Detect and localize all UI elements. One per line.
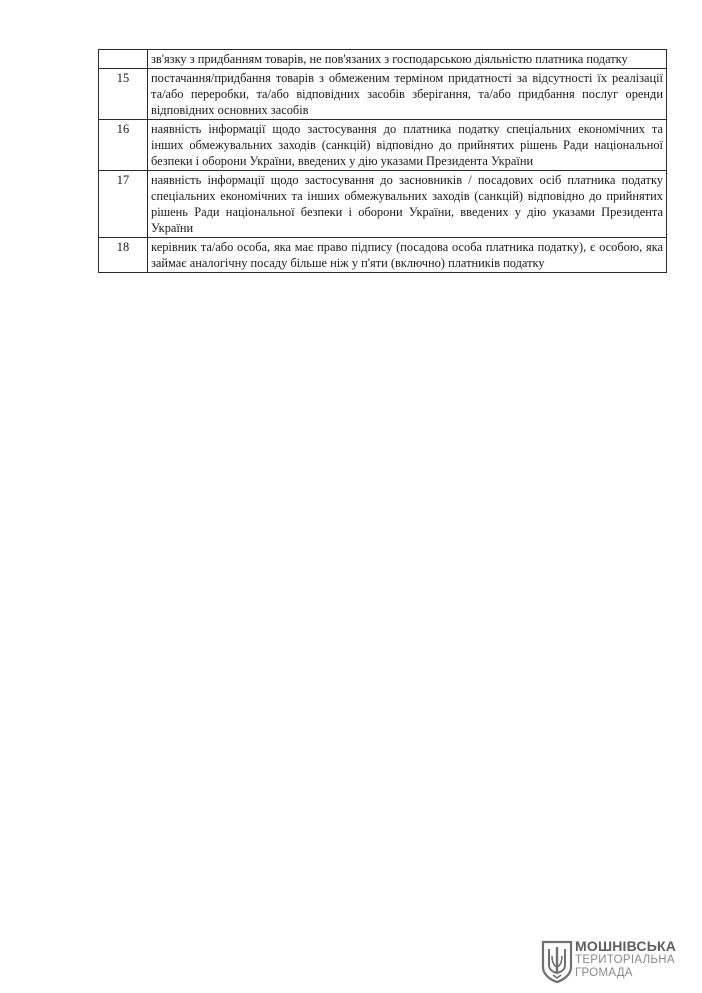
community-logo: [541, 939, 686, 983]
row-number: 16: [99, 120, 148, 171]
row-number: 18: [99, 238, 148, 273]
row-description: наявність інформації щодо застосування до платника податку спеціальних економічних та інших обмежувальних заходів (санкцій) відповідно до прийнятих рішень Ради національної безпеки і оборони України, введених у дію указами Президента України: [148, 120, 667, 171]
row-description: керівник та/або особа, яка має право підпису (посадова особа платника податку), є особою, яка займає аналогічну посаду більше ніж у п'яти (включно) платників податку: [148, 238, 667, 273]
row-description: наявність інформації щодо застосування до засновників / посадових осіб платника податку спеціальних економічних та інших обмежувальних заходів (санкцій) відповідно до прийнятих рішень Ради національної безпеки і оборони України, введених у дію указами Президента України: [148, 171, 667, 238]
table-row: [99, 171, 667, 238]
row-number: 17: [99, 171, 148, 238]
logo-line-3: ГРОМАДА: [575, 967, 633, 979]
logo-wordmark: [575, 939, 687, 980]
trident-shield-icon: [541, 939, 573, 983]
table-row: [99, 238, 667, 273]
criteria-table: [98, 49, 667, 273]
row-number: 15: [99, 69, 148, 120]
table-row: [99, 120, 667, 171]
logo-line-1: МОШНІВСЬКА: [575, 938, 677, 954]
logo-line-2: ТЕРИТОРІАЛЬНА: [575, 954, 675, 966]
row-description: постачання/придбання товарів з обмеженим терміном придатності за відсутності їх реалізації та/або переробки, та/або відповідних засобів зберігання, та/або придбання послуг оренди відповідних основних засобів: [148, 69, 667, 120]
row-description: зв'язку з придбанням товарів, не пов'язаних з господарською діяльністю платника податку: [148, 50, 667, 69]
row-number: [99, 50, 148, 69]
table-row: [99, 69, 667, 120]
table-row: [99, 50, 667, 69]
